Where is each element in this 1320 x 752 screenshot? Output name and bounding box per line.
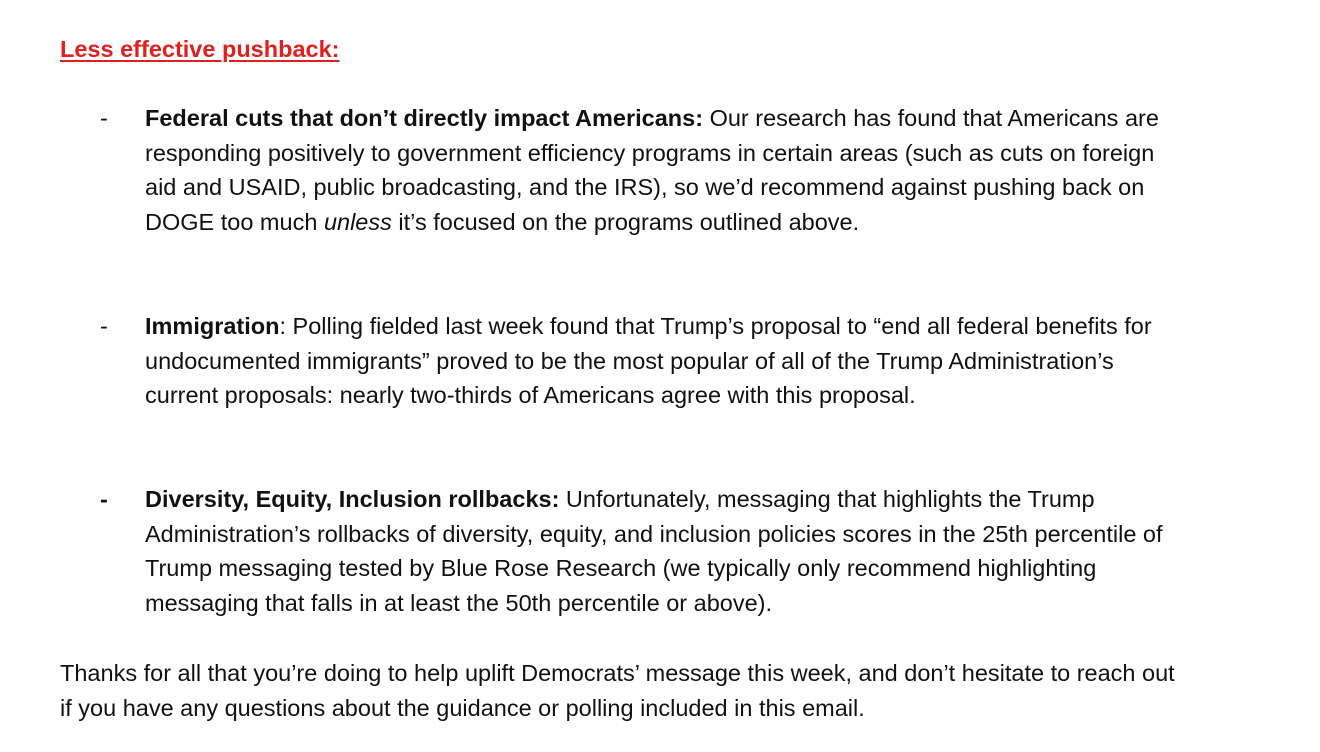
bullet-immigration xyxy=(100,309,1190,413)
bullet-text xyxy=(145,482,1185,620)
bullet-marker: - xyxy=(100,313,108,339)
bullet-dei-rollbacks xyxy=(100,482,1190,620)
bullet-body-end: it’s focused on the programs outlined above. xyxy=(391,208,860,235)
bullet-body: : Polling fielded last week found that Trump’s proposal to “end all federal benefits for undocumented immigrants” proved to be the most popular of all of the Trump Administration’s current proposals: nearly two-thirds of Americans agree with this proposal. xyxy=(145,313,1152,408)
bullet-text xyxy=(145,309,1185,413)
bullet-emphasis: unless xyxy=(323,208,392,235)
bullet-federal-cuts xyxy=(100,101,1190,239)
bullet-text xyxy=(145,101,1185,239)
bullet-marker: - xyxy=(100,486,108,512)
bullet-body: Unfortunately, messaging that highlights the Trump Administration’s rollbacks of diversity, equity, and inclusion policies scores in the 25th percentile of Trump messaging tested by Blue Rose Research (we typically only recommend highlighting messaging that falls in at least the 50th percentile or above). xyxy=(145,486,1163,616)
bullet-term: Diversity, Equity, Inclusion rollbacks: xyxy=(145,486,560,512)
section-heading: Less effective pushback: xyxy=(60,36,340,62)
bullet-body: Our research has found that Americans are responding positively to government efficiency programs in certain areas (such as cuts on foreign aid and USAID, public broadcasting, and the IRS), so we’d recommend against pushing back on DOGE too much xyxy=(145,105,1159,235)
bullet-term: Immigration xyxy=(145,313,280,339)
closing-paragraph: Thanks for all that you’re doing to help uplift Democrats’ message this week, and don’t hesitate to reach out if you have any questions about the guidance or polling included in this email. xyxy=(60,660,1175,721)
bullet-marker: - xyxy=(100,105,108,131)
bullet-term: Federal cuts that don’t directly impact Americans: xyxy=(145,105,704,131)
